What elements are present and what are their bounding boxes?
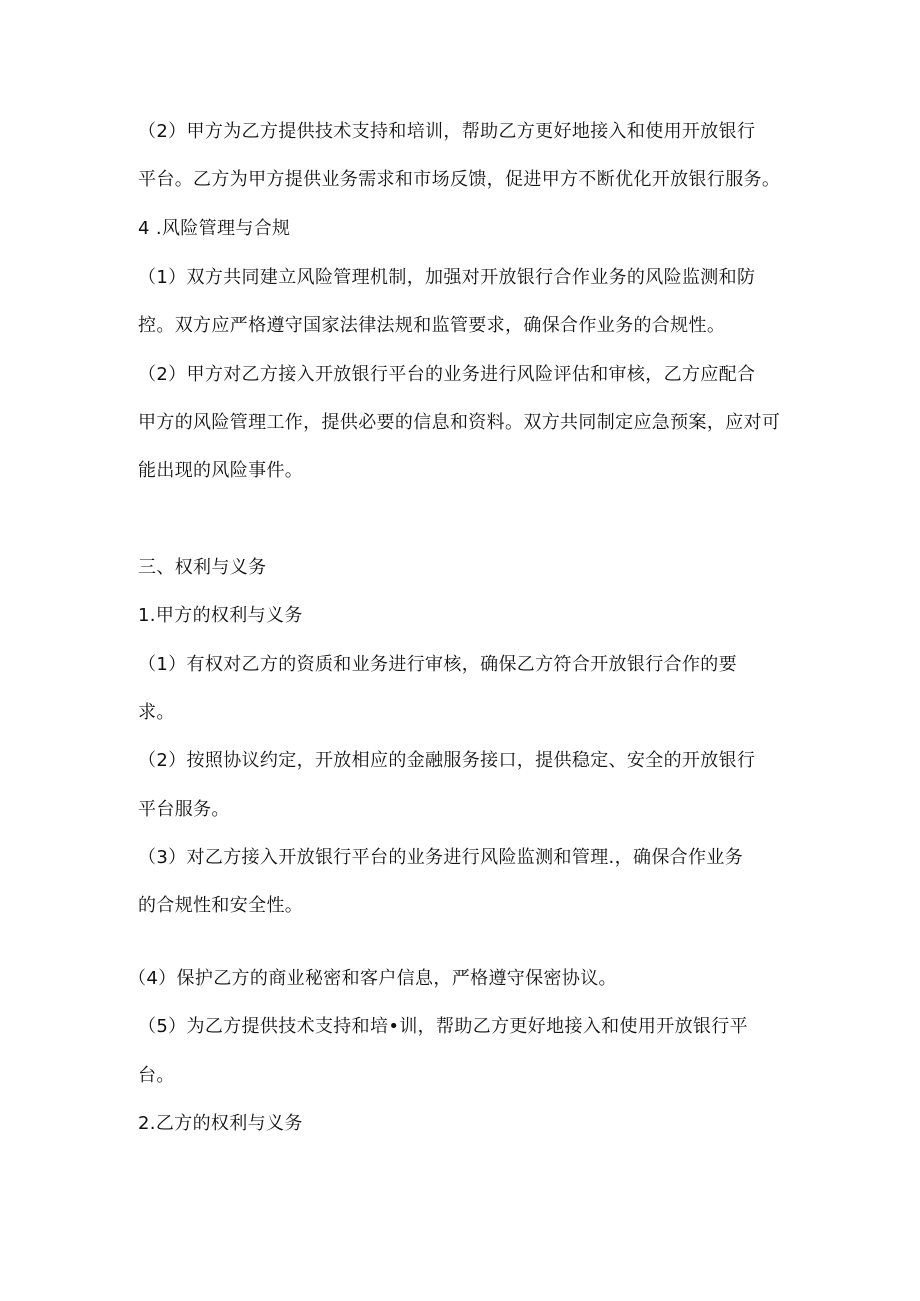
- text-line: （2）甲方对乙方接入开放银行平台的业务进行风险评估和审核，乙方应配合: [138, 364, 756, 385]
- section-heading: 2.乙方的权利与义务: [138, 1113, 303, 1134]
- text-line: 的合规性和安全性。: [138, 895, 304, 916]
- section-heading: 1.甲方的权利与义务: [138, 605, 303, 626]
- text-line: 台。: [138, 1065, 175, 1086]
- text-line: 控。双方应严格遵守国家法律法规和监管要求，确保合作业务的合规性。: [138, 315, 726, 336]
- text-line: （2）按照协议约定，开放相应的金融服务接口，提供稳定、安全的开放银行: [138, 750, 756, 771]
- text-line: （1）有权对乙方的资质和业务进行审核，确保乙方符合开放银行合作的要: [138, 654, 737, 675]
- text-line: 甲方的风险管理工作，提供必要的信息和资料。双方共同制定应急预案，应对可: [138, 412, 781, 433]
- text-line: （2）甲方为乙方提供技术支持和培训，帮助乙方更好地接入和使用开放银行: [138, 121, 756, 142]
- chapter-heading: 三、权利与义务: [138, 557, 267, 578]
- text-line: （5）为乙方提供技术支持和培•训，帮助乙方更好地接入和使用开放银行平: [138, 1016, 748, 1037]
- text-line: 求。: [138, 702, 175, 723]
- text-line: 平台。乙方为甲方提供业务需求和市场反馈，促进甲方不断优化开放银行服务。: [138, 169, 781, 190]
- text-line: （1）双方共同建立风险管理机制，加强对开放银行合作业务的风险监测和防: [138, 267, 756, 288]
- text-line: 能出现的风险事件。: [138, 460, 304, 481]
- section-heading: 4 .风险管理与合规: [138, 218, 291, 239]
- text-line: 平台服务。: [138, 799, 230, 820]
- text-line: （4）保护乙方的商业秘密和客户信息，严格遵守保密协议。: [128, 968, 617, 989]
- text-line: （3）对乙方接入开放银行平台的业务进行风险监测和管理.，确保合作业务: [138, 847, 744, 868]
